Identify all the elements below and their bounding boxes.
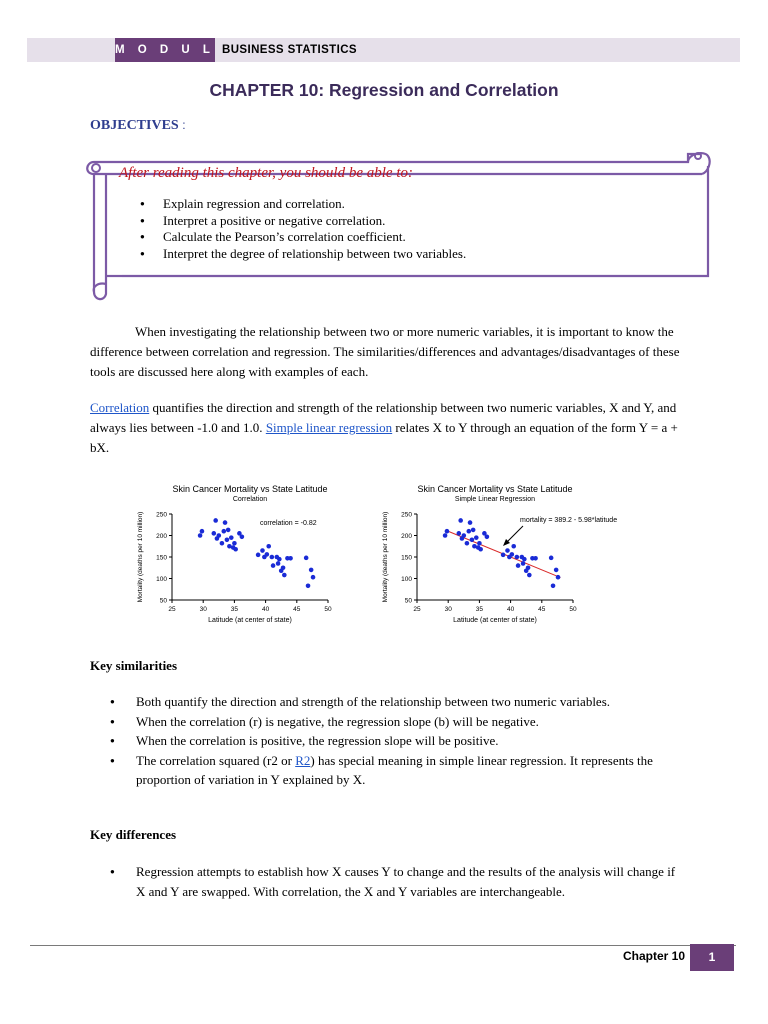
chart-title: Skin Cancer Mortality vs State Latitude [417, 484, 573, 494]
data-point [445, 529, 450, 534]
data-point [266, 544, 271, 549]
objective-item: ● Interpret a positive or negative correlation. [140, 213, 466, 230]
objective-item: ● Explain regression and correlation. [140, 196, 466, 213]
data-point [511, 544, 516, 549]
y-tick-label: 200 [156, 533, 167, 540]
y-tick-label: 50 [159, 597, 167, 605]
correlation-link[interactable]: Correlation [90, 400, 150, 415]
similarity-item: ● Both quantify the direction and strength of the relationship between two numeric variables. [110, 692, 680, 712]
chart-panel [137, 484, 332, 624]
x-tick-label: 45 [538, 606, 546, 613]
y-tick-label: 100 [156, 576, 167, 583]
data-point [554, 568, 559, 573]
data-point [220, 541, 225, 546]
data-point [516, 563, 521, 568]
data-point [277, 557, 282, 562]
data-point [232, 541, 237, 546]
data-point [212, 531, 217, 536]
y-tick-label: 150 [401, 554, 412, 562]
data-point [233, 547, 238, 552]
x-tick-label: 45 [293, 606, 301, 613]
data-point [515, 555, 520, 560]
similarity-4-text-a: The correlation squared (r2 or [136, 752, 296, 768]
data-point [306, 584, 311, 589]
data-point [198, 533, 203, 538]
data-point [226, 528, 231, 533]
data-point [478, 547, 483, 552]
y-tick-label: 250 [401, 511, 412, 519]
data-point [462, 533, 467, 538]
data-point [501, 553, 506, 558]
data-point [526, 565, 531, 570]
x-axis-label: Latitude (at center of state) [208, 617, 292, 624]
y-axis-label: Mortality (deaths per 10 million) [137, 511, 144, 603]
chart-annotation: mortality = 389.2 - 5.98*latitude [520, 517, 618, 524]
data-point [200, 529, 205, 534]
key-differences-heading: Key differences [90, 827, 177, 842]
data-point [505, 548, 510, 553]
p2-text-a: quantifies the direction and strength of the relationship between two numeric variables, X and Y, and always lies between -1.0 and 1.0. [90, 400, 677, 435]
r2-link[interactable]: R2 [295, 752, 311, 768]
p2-text-b: relates X to Y through an equation of the form Y = a + bX. [90, 420, 678, 455]
data-point [549, 556, 554, 561]
data-point [468, 520, 473, 525]
module-label: M O D U L E [115, 38, 215, 62]
footer-rule [30, 945, 736, 946]
chart-annotation: correlation = -0.82 [260, 520, 317, 527]
objectives-colon: : [182, 118, 186, 132]
objectives-lead: After reading this chapter, you should be able to: [119, 165, 413, 181]
objectives-list [140, 196, 466, 262]
key-similarities-heading: Key similarities [90, 658, 178, 673]
x-tick-label: 30 [199, 606, 207, 613]
data-point [229, 535, 234, 540]
data-point [485, 534, 490, 539]
definitions-paragraph [90, 398, 680, 458]
similarity-item [110, 751, 680, 790]
data-point [265, 552, 270, 557]
x-tick-label: 25 [168, 606, 176, 613]
similarity-item: ● When the correlation is positive, the regression slope will be positive. [110, 731, 680, 751]
y-tick-label: 100 [401, 576, 412, 583]
objectives-heading [90, 118, 186, 134]
data-point [477, 541, 482, 546]
data-point [260, 548, 265, 553]
similarity-4-text-b: ) has special meaning in simple linear regression. It represents the proportion of variation in Y explained by X. [136, 752, 653, 787]
scatter-charts [130, 480, 618, 630]
similarity-item: ● When the correlation (r) is negative, the regression slope (b) will be negative. [110, 712, 680, 732]
intro-paragraph: When investigating the relationship between two or more numeric variables, it is important to know the difference between correlation and regression. The similarities/differences and advantages/disadvantages of these tools are discussed here along with examples of each. [90, 324, 680, 379]
data-point [474, 535, 479, 540]
data-point [457, 531, 462, 536]
data-point [213, 518, 218, 523]
x-tick-label: 25 [413, 606, 421, 613]
data-point [281, 565, 286, 570]
data-point [304, 556, 309, 561]
data-point [470, 538, 475, 543]
data-point [288, 556, 293, 561]
chapter-title: CHAPTER 10: Regression and Correlation [209, 80, 559, 100]
differences-list [110, 862, 680, 901]
data-point [521, 561, 526, 566]
module-subject: BUSINESS STATISTICS [222, 44, 357, 56]
data-point [471, 528, 476, 533]
data-point [533, 556, 538, 561]
chart-subtitle: Simple Linear Regression [454, 496, 536, 503]
page-number: 1 [690, 944, 734, 971]
objective-item: ● Calculate the Pearson’s correlation coefficient. [140, 229, 466, 246]
simple-linear-regression-link[interactable]: Simple linear regression [265, 420, 393, 435]
data-point [225, 538, 230, 543]
data-point [256, 553, 261, 558]
footer-chapter: Chapter 10 [622, 949, 685, 963]
x-tick-label: 40 [261, 606, 270, 613]
chart-title: Skin Cancer Mortality vs State Latitude [172, 484, 328, 494]
x-tick-label: 50 [324, 606, 332, 613]
y-tick-label: 200 [401, 533, 412, 540]
data-point [270, 555, 275, 560]
data-point [309, 568, 314, 573]
x-tick-label: 40 [506, 606, 515, 613]
data-point [271, 563, 276, 568]
data-point [221, 529, 226, 534]
y-tick-label: 250 [156, 511, 167, 519]
x-tick-label: 50 [569, 606, 577, 613]
y-axis-label: Mortality (deaths per 10 million) [382, 511, 389, 603]
data-point [458, 518, 463, 523]
data-point [551, 584, 556, 589]
data-point [276, 561, 281, 566]
y-tick-label: 50 [404, 597, 412, 605]
data-point [217, 533, 222, 538]
data-point [311, 575, 316, 580]
data-point [465, 541, 470, 546]
difference-item: ● Regression attempts to establish how X causes Y to change and the results of the analysis will change if X and Y are swapped. With correlation, the X and Y variables are interchangeable. [110, 862, 680, 901]
x-tick-label: 35 [230, 606, 239, 613]
data-point [240, 534, 245, 539]
chart-panel [382, 484, 617, 624]
y-tick-label: 150 [156, 554, 167, 562]
similarities-list [110, 692, 680, 790]
x-axis-label: Latitude (at center of state) [453, 617, 537, 624]
data-point [443, 533, 448, 538]
x-tick-label: 35 [475, 606, 484, 613]
data-point [527, 573, 532, 578]
data-point [556, 575, 561, 580]
objective-item: ● Interpret the degree of relationship between two variables. [140, 246, 466, 263]
data-point [522, 557, 527, 562]
x-tick-label: 30 [444, 606, 452, 613]
data-point [510, 552, 515, 557]
objectives-label: OBJECTIVES [90, 118, 179, 133]
chart-subtitle: Correlation [232, 496, 268, 503]
data-point [223, 520, 228, 525]
data-point [466, 529, 471, 534]
data-point [282, 573, 287, 578]
